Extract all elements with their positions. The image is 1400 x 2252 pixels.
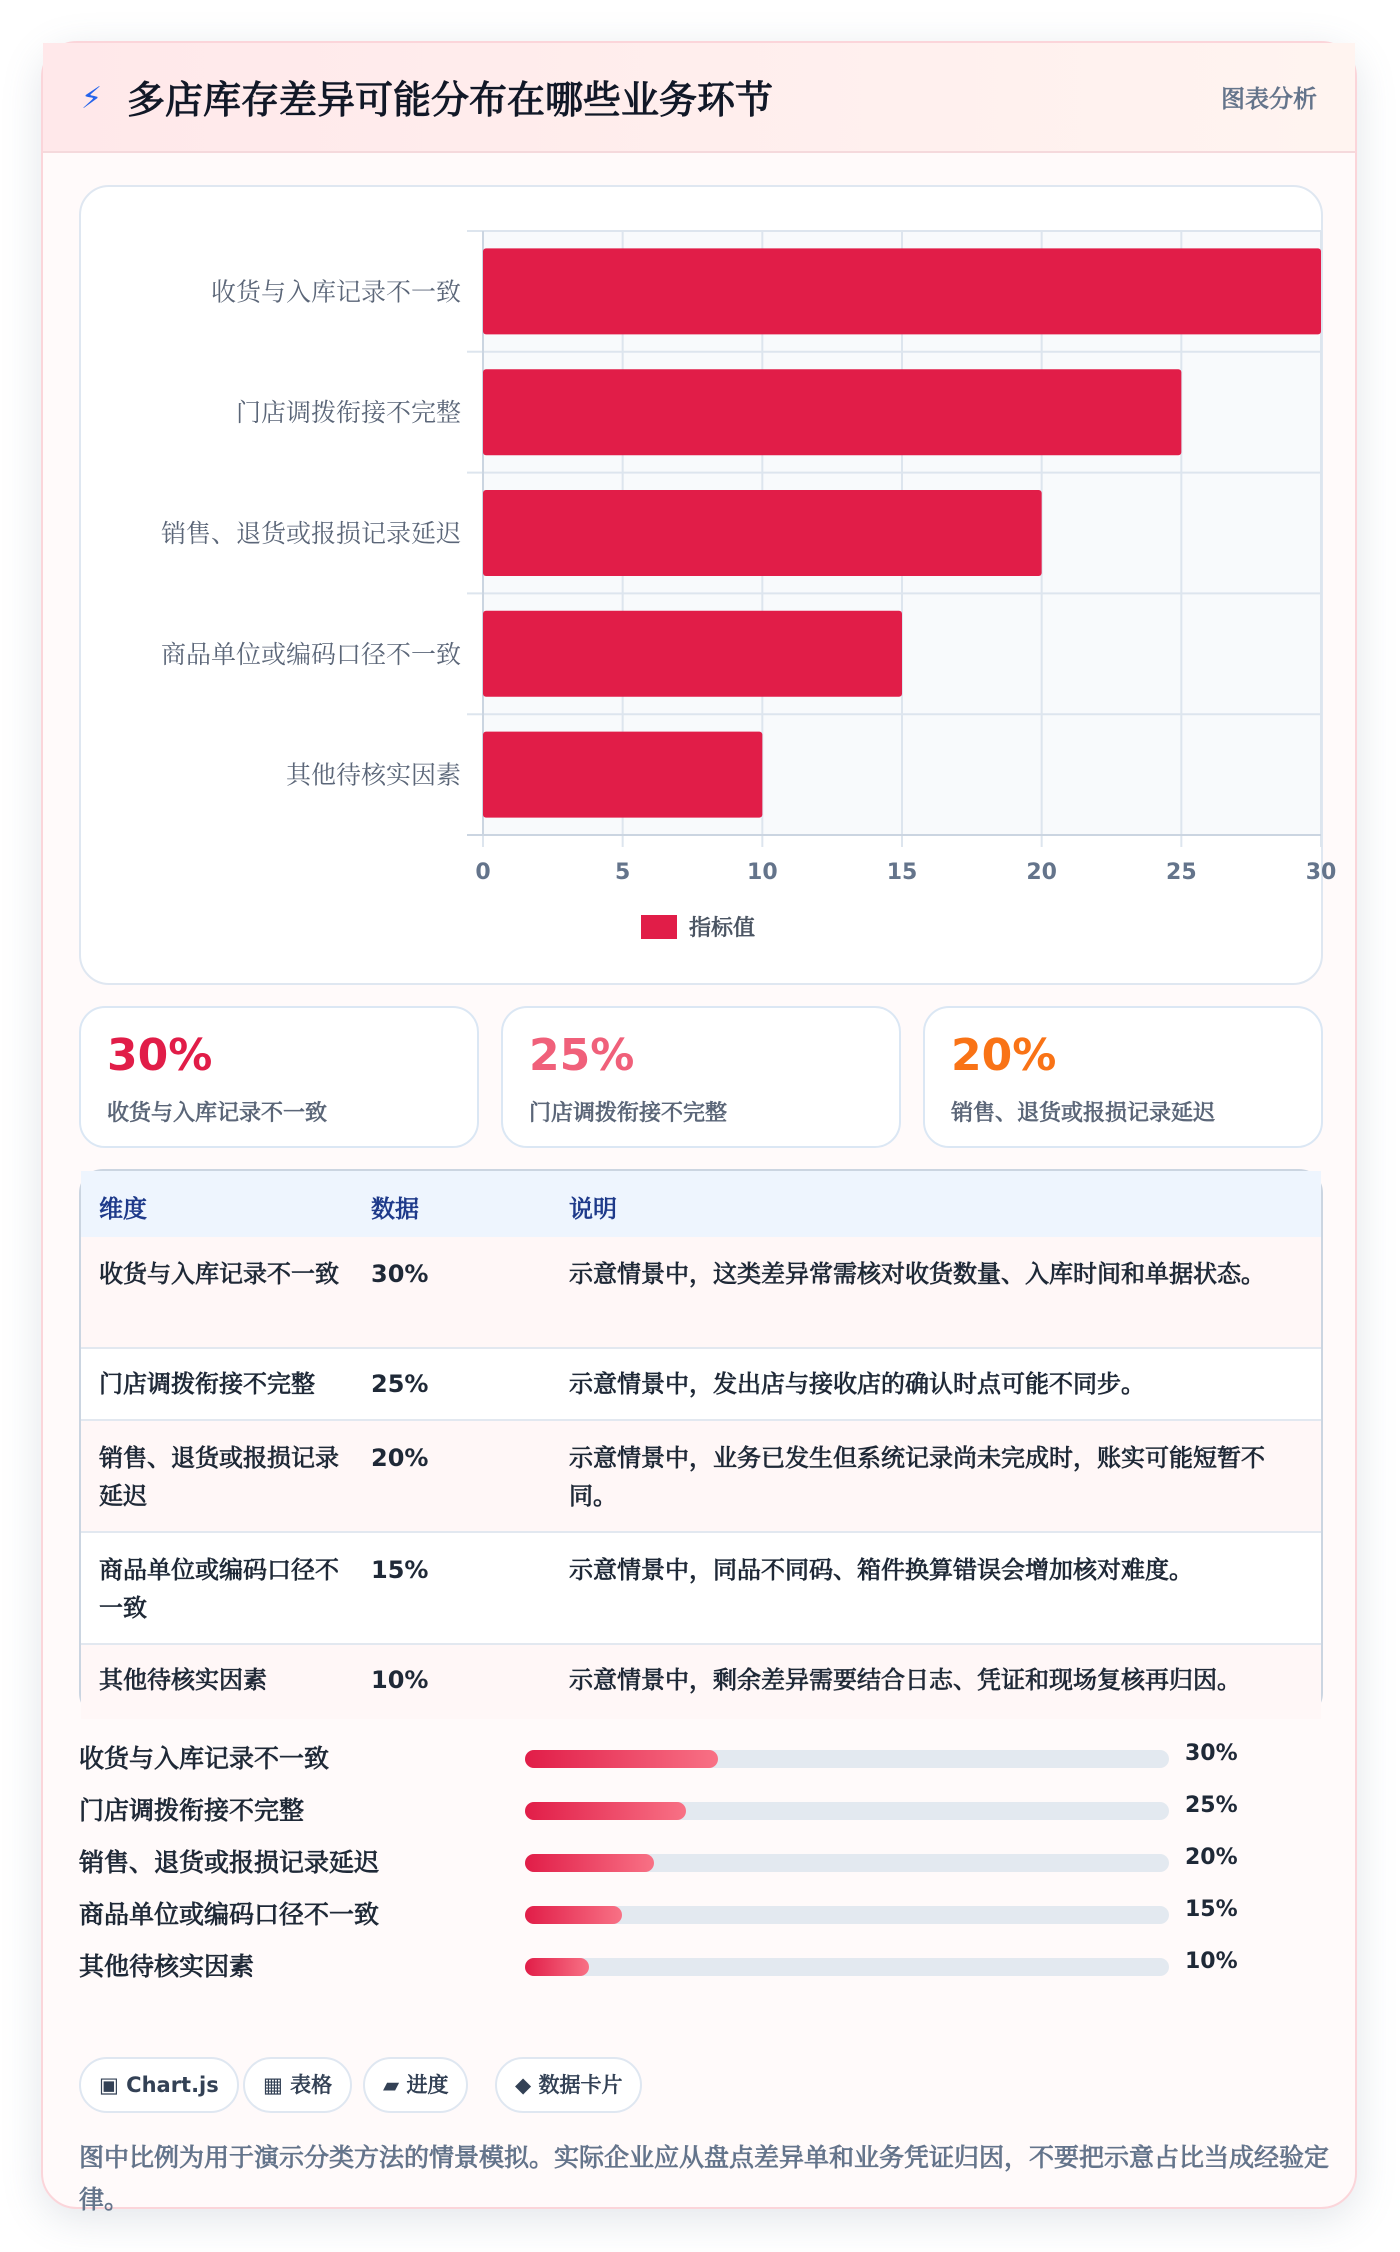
x-tick-label: 0	[475, 860, 491, 885]
footnote: 图中比例为用于演示分类方法的情景模拟。实际企业应从盘点差异单和业务凭证归因，不要把示意占比当成经验定律。	[79, 2143, 1330, 2214]
progress-label: 商品单位或编码口径不一致	[79, 1900, 380, 1929]
table-cell: 商品单位或编码口径不一致	[99, 1556, 339, 1622]
table-cell: 收货与入库记录不一致	[99, 1260, 339, 1288]
stat-card-3	[923, 1006, 1323, 1148]
progress-track	[525, 1750, 1169, 1768]
legend-swatch	[641, 915, 677, 939]
bar	[483, 490, 1042, 576]
legend-label: 指标值	[689, 916, 756, 941]
table-cell: 示意情景中，剩余差异需要结合日志、凭证和现场复核再归因。	[569, 1666, 1241, 1694]
progress-percent: 10%	[1185, 1949, 1238, 1974]
table-cell: 10%	[371, 1666, 429, 1694]
table-cell: 20%	[371, 1444, 429, 1472]
chart-panel	[79, 185, 1337, 985]
chart-analysis-tag: 图表分析	[1221, 85, 1317, 113]
progress-percent: 25%	[1185, 1793, 1238, 1818]
table-cell: 示意情景中，同品不同码、箱件换算错误会增加核对难度。	[569, 1556, 1193, 1584]
lightning-icon: ⚡	[81, 81, 103, 116]
progress-percent: 20%	[1185, 1845, 1238, 1870]
progress-track	[525, 1958, 1169, 1976]
progress-fill	[525, 1802, 686, 1820]
progress-label: 收货与入库记录不一致	[79, 1744, 330, 1773]
chip-label: 数据卡片	[538, 2073, 623, 2097]
bar	[483, 248, 1321, 334]
bar	[483, 732, 762, 818]
chip-table[interactable]	[243, 2057, 352, 2113]
bar	[483, 611, 902, 697]
table-header	[81, 1171, 1321, 1239]
data-table	[79, 1169, 1323, 1717]
stat-label: 销售、退货或报损记录延迟	[951, 1101, 1216, 1126]
progress-fill	[525, 1958, 589, 1976]
grid-icon: ▦	[263, 2073, 283, 2097]
chip-label: 表格	[290, 2073, 333, 2097]
table-cell: 销售、退货或报损记录延迟	[99, 1444, 339, 1510]
report-card	[41, 41, 1357, 2214]
x-tick-label: 25	[1166, 860, 1197, 885]
progress-percent: 30%	[1185, 1741, 1238, 1766]
category-label: 收货与入库记录不一致	[210, 277, 461, 307]
stat-value: 30%	[107, 1030, 213, 1081]
column-header-dimension: 维度	[99, 1195, 147, 1223]
stat-value: 25%	[529, 1030, 635, 1081]
progress-row	[79, 1789, 1329, 1829]
table-cell: 30%	[371, 1260, 429, 1288]
progress-label: 销售、退货或报损记录延迟	[79, 1848, 380, 1877]
page-title: 多店库存差异可能分布在哪些业务环节	[127, 78, 774, 122]
table-cell: 门店调拨衔接不完整	[99, 1370, 315, 1398]
chip-label: Chart.js	[126, 2073, 219, 2097]
table-cell: 示意情景中，业务已发生但系统记录尚未完成时，账实可能短暂不同。	[569, 1444, 1265, 1510]
table-cell: 示意情景中，发出店与接收店的确认时点可能不同步。	[569, 1370, 1145, 1398]
square-icon: ▣	[99, 2073, 119, 2097]
diamond-icon: ◆	[515, 2073, 532, 2097]
progress-icon: ▰	[383, 2073, 400, 2097]
stat-value: 20%	[951, 1030, 1057, 1081]
x-tick-label: 30	[1305, 860, 1337, 885]
progress-track	[525, 1802, 1169, 1820]
stat-label: 收货与入库记录不一致	[107, 1101, 328, 1126]
table-row	[81, 1237, 1321, 1349]
progress-track	[525, 1854, 1169, 1872]
x-tick-label: 10	[747, 860, 778, 885]
table-row	[81, 1645, 1321, 1719]
progress-row	[79, 1893, 1329, 1933]
progress-fill	[525, 1906, 622, 1924]
stat-label: 门店调拨衔接不完整	[529, 1101, 728, 1126]
table-row	[81, 1349, 1321, 1421]
progress-label: 门店调拨衔接不完整	[79, 1796, 305, 1825]
table-cell: 其他待核实因素	[99, 1666, 267, 1694]
progress-row	[79, 1945, 1329, 1985]
card-header	[43, 43, 1355, 153]
chip-progress[interactable]	[363, 2057, 468, 2113]
category-label: 销售、退货或报损记录延迟	[160, 519, 461, 548]
stat-card-2	[501, 1006, 901, 1148]
progress-row	[79, 1737, 1329, 1777]
progress-label: 其他待核实因素	[79, 1952, 255, 1981]
bar-chart	[81, 187, 1337, 987]
column-header-data: 数据	[371, 1195, 419, 1223]
category-label: 门店调拨衔接不完整	[235, 398, 461, 428]
x-tick-label: 20	[1026, 860, 1057, 885]
chip-chartjs[interactable]	[79, 2057, 239, 2113]
category-label: 商品单位或编码口径不一致	[160, 639, 461, 669]
progress-fill	[525, 1854, 654, 1872]
progress-percent: 15%	[1185, 1897, 1238, 1922]
column-header-description: 说明	[569, 1195, 617, 1223]
category-label: 其他待核实因素	[285, 760, 461, 790]
table-row	[81, 1533, 1321, 1645]
progress-track	[525, 1906, 1169, 1924]
chip-data-cards[interactable]	[495, 2057, 642, 2113]
table-cell: 25%	[371, 1370, 429, 1398]
table-row	[81, 1421, 1321, 1533]
x-tick-label: 15	[886, 860, 918, 885]
progress-row	[79, 1841, 1329, 1881]
x-tick-label: 5	[615, 860, 631, 885]
stat-card-1	[79, 1006, 479, 1148]
progress-fill	[525, 1750, 718, 1768]
chip-label: 进度	[406, 2073, 449, 2097]
table-cell: 示意情景中，这类差异常需核对收货数量、入库时间和单据状态。	[569, 1260, 1265, 1288]
table-cell: 15%	[371, 1556, 429, 1584]
bar	[483, 369, 1181, 455]
